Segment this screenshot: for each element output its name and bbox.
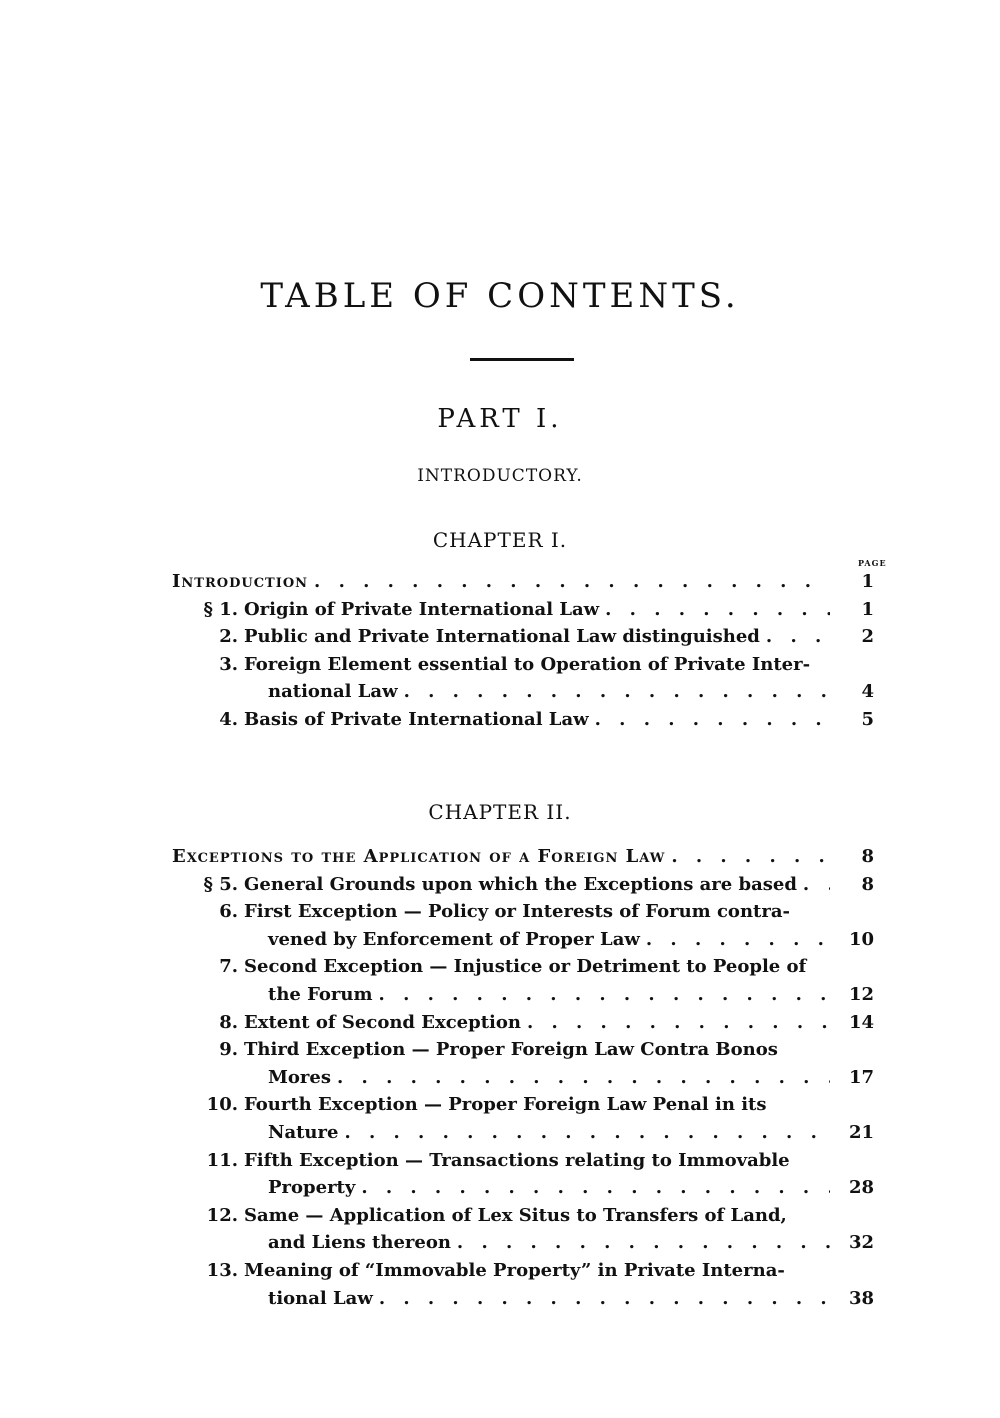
part-subtitle: INTRODUCTORY. <box>417 466 583 486</box>
toc-entry-text: the Forum <box>268 983 373 1005</box>
toc-section-number: 8. <box>219 1011 238 1033</box>
toc-section-number: 12. <box>206 1204 238 1226</box>
toc-entry-text: vened by Enforcement of Proper Law <box>268 928 640 950</box>
toc-entry <box>172 1009 874 1037</box>
toc-entry <box>172 1229 874 1257</box>
toc-entry-text: Fourth Exception — Proper Foreign Law Penal in its <box>244 1094 767 1116</box>
toc-chapter-heading <box>172 568 874 596</box>
toc-entry-text: Basis of Private International Law <box>244 708 589 730</box>
toc-page-number: 2 <box>861 626 874 648</box>
toc-entry-label <box>172 623 760 651</box>
toc-page-number: 10 <box>848 928 874 950</box>
toc-page-number: 14 <box>848 1011 874 1033</box>
dot-leader <box>665 843 830 871</box>
toc-page-number: 5 <box>861 708 874 730</box>
toc-page-number: 4 <box>861 681 874 703</box>
toc-entry-line <box>172 1147 874 1175</box>
toc-page-number: 8 <box>861 873 874 895</box>
dot-leader <box>373 1285 830 1313</box>
toc-entry-label <box>172 1285 373 1313</box>
toc-chapter-heading <box>172 843 874 871</box>
toc-page-number: 1 <box>861 571 874 592</box>
toc-entry-text: Foreign Element essential to Operation of Private Inter- <box>244 653 811 675</box>
dot-leader <box>599 596 830 624</box>
dot-leader <box>797 871 830 899</box>
toc-entry <box>172 1174 874 1202</box>
toc-section-number: 10. <box>206 1094 238 1116</box>
toc-entry-line <box>172 1257 874 1285</box>
toc-section-number: 9. <box>219 1039 238 1061</box>
dot-leader <box>373 981 830 1009</box>
toc-entry <box>172 596 874 624</box>
toc-entry-text: Extent of Second Exception <box>244 1011 521 1033</box>
chapter-2-title: CHAPTER II. <box>428 800 572 824</box>
toc-entry-label <box>172 706 589 734</box>
toc-entry-text: Fifth Exception — Transactions relating to Immovable <box>244 1149 790 1171</box>
toc-section-number: 7. <box>219 956 238 978</box>
toc-entry <box>172 1119 874 1147</box>
toc-entry-text: Third Exception — Proper Foreign Law Contra Bonos <box>244 1039 778 1061</box>
toc-entry-line <box>172 953 874 981</box>
toc-entry-text: General Grounds upon which the Exceptions are based <box>244 873 797 895</box>
toc-entry <box>172 678 874 706</box>
toc-entry <box>172 981 874 1009</box>
toc-entry-label <box>172 596 599 624</box>
toc-entry-text: Same — Application of Lex Situs to Transfers of Land, <box>244 1204 787 1226</box>
toc-page-number: 1 <box>861 598 874 620</box>
toc-entry-text: Property <box>268 1177 356 1199</box>
toc-entry-label <box>172 1064 331 1092</box>
toc-entry-label <box>172 678 398 706</box>
chapter-1-toc <box>172 568 874 734</box>
toc-entry-text: tional Law <box>268 1287 373 1309</box>
toc-entry-label <box>172 981 373 1009</box>
toc-entry-label <box>172 926 640 954</box>
dot-leader <box>398 678 830 706</box>
toc-entry-line <box>172 1036 874 1064</box>
toc-section-number: 4. <box>219 708 238 730</box>
chapter-2-toc <box>172 843 874 1312</box>
toc-entry-text: First Exception — Policy or Interests of Forum contra- <box>244 901 790 923</box>
toc-section-number: 13. <box>206 1259 238 1281</box>
toc-entry-line <box>172 651 874 679</box>
toc-heading-label: Introduction <box>172 571 309 592</box>
toc-entry-label <box>172 871 797 899</box>
toc-page-number: 32 <box>848 1232 874 1254</box>
part-title: PART I. <box>437 404 563 434</box>
toc-entry-text: Nature <box>268 1121 339 1143</box>
dot-leader <box>355 1174 830 1202</box>
toc-entry-text: national Law <box>268 681 398 703</box>
page-column-label: PAGE <box>858 558 887 568</box>
toc-page-number: 8 <box>861 846 874 867</box>
toc-entry-text: Second Exception — Injustice or Detriment to People of <box>244 956 807 978</box>
dot-leader <box>308 568 830 596</box>
toc-entry-text: Meaning of “Immovable Property” in Private Interna- <box>244 1259 785 1281</box>
dot-leader <box>451 1229 830 1257</box>
toc-entry-line <box>172 1091 874 1119</box>
toc-entry-label <box>172 1174 355 1202</box>
dot-leader <box>338 1119 830 1147</box>
toc-section-number: 3. <box>219 653 238 675</box>
toc-entry-label <box>172 1009 521 1037</box>
toc-entry-text: Origin of Private International Law <box>244 598 600 620</box>
toc-page-number: 12 <box>848 983 874 1005</box>
toc-entry-text: Public and Private International Law distinguished <box>244 626 760 648</box>
toc-entry <box>172 926 874 954</box>
dot-leader <box>589 706 830 734</box>
toc-section-number: § 1. <box>203 598 238 620</box>
page-title: TABLE OF CONTENTS. <box>260 276 740 316</box>
chapter-1-title: CHAPTER I. <box>432 528 568 552</box>
toc-page-number: 17 <box>848 1066 874 1088</box>
title-divider <box>470 358 574 361</box>
toc-section-number: 11. <box>206 1149 238 1171</box>
dot-leader <box>760 623 830 651</box>
toc-section-number: 6. <box>219 901 238 923</box>
toc-entry <box>172 1064 874 1092</box>
toc-heading-label: Exceptions to the Application of a Foreign Law <box>172 846 666 867</box>
toc-entry-line <box>172 1202 874 1230</box>
toc-page-number: 28 <box>848 1177 874 1199</box>
toc-page-number: 21 <box>848 1121 874 1143</box>
toc-page-number: 38 <box>848 1287 874 1309</box>
dot-leader <box>331 1064 830 1092</box>
toc-entry-label <box>172 1119 338 1147</box>
toc-entry-label <box>172 1229 451 1257</box>
dot-leader <box>521 1009 830 1037</box>
toc-entry-text: Mores <box>268 1066 331 1088</box>
toc-entry-line <box>172 898 874 926</box>
toc-entry <box>172 623 874 651</box>
toc-entry-text: and Liens thereon <box>268 1232 451 1254</box>
toc-entry <box>172 1285 874 1313</box>
toc-section-number: 2. <box>219 626 238 648</box>
toc-entry <box>172 871 874 899</box>
toc-section-number: § 5. <box>203 873 238 895</box>
toc-entry <box>172 706 874 734</box>
dot-leader <box>640 926 830 954</box>
